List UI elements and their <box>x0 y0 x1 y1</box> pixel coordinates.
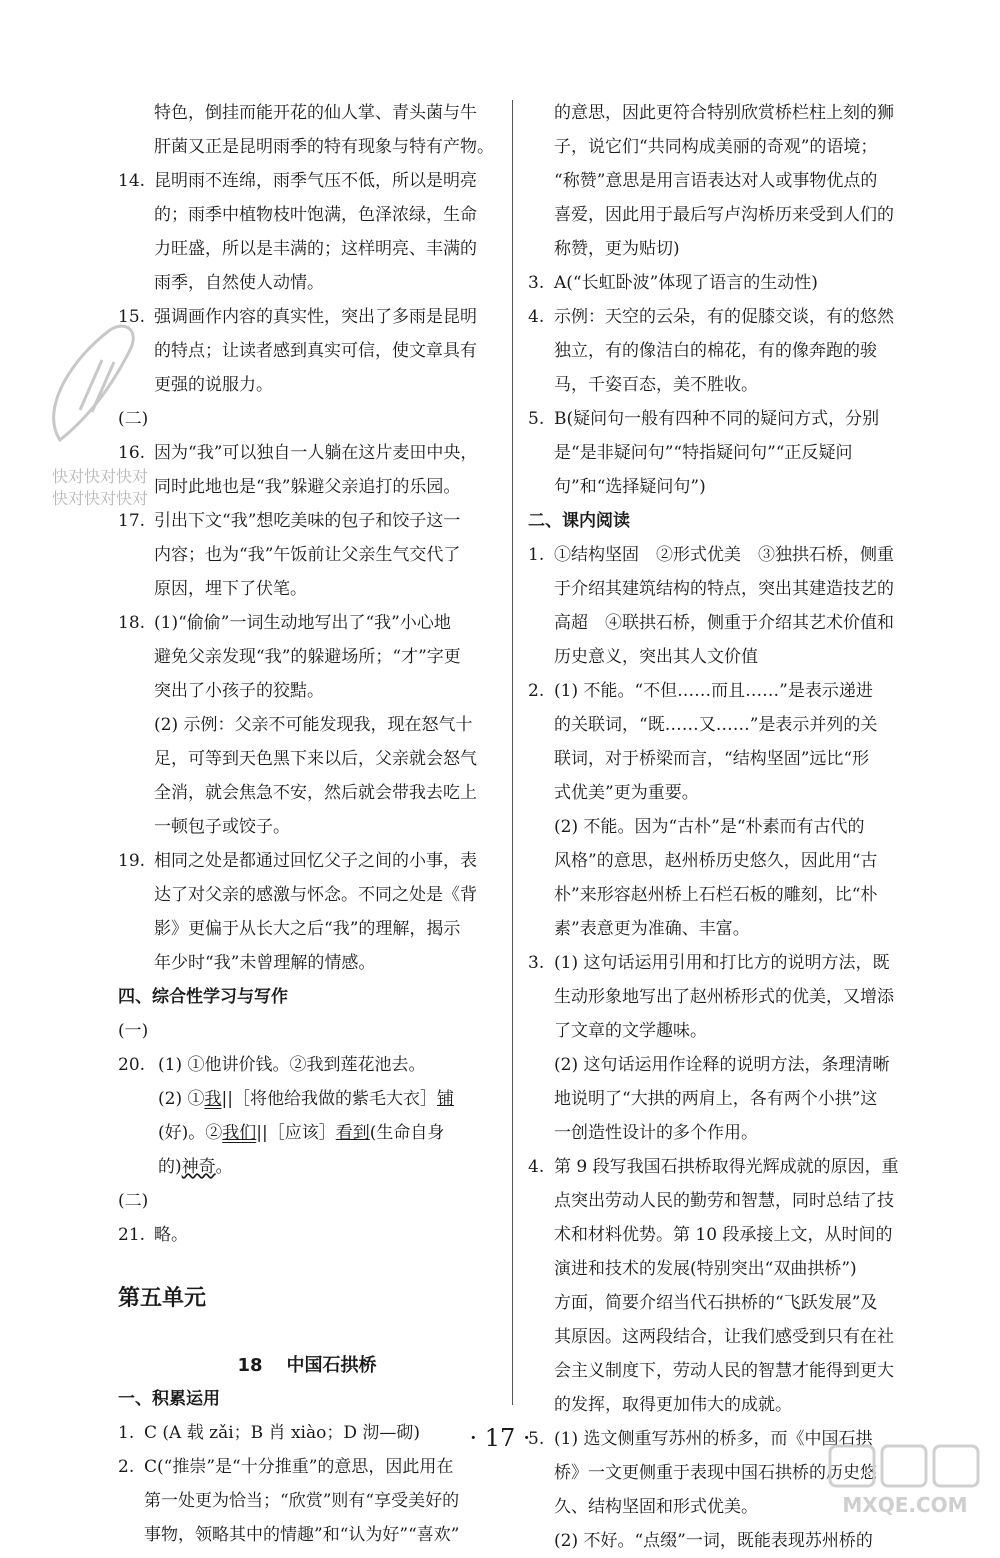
item-number: 18. <box>118 613 146 633</box>
answer-item-16: 16. 因为“我”可以独自一人躺在这片麦田中央， 同时此地也是“我”躲避父亲追打的乐园。 <box>118 436 496 504</box>
answer-item-21: 21. 略。 <box>118 1218 496 1252</box>
item-number: 16. <box>118 443 146 463</box>
reading-item-3: 3. (1) 这句话运用引用和打比方的说明方法，既 生动形象地写出了赵州桥形式的优美，又增添 了文章的文学趣味。 <box>528 946 908 1048</box>
item-number: 5. <box>528 1429 545 1449</box>
svg-text:MXQE.COM: MXQE.COM <box>842 1493 968 1517</box>
reading-item-2-part-2: (2) 不能。因为“古朴”是“朴素而有古代的 风格”的意思，赵州桥历史悠久，因此用“古 朴”来形容赵州桥上石栏石板的雕刻，比“朴 素”表意更为准确、丰富。 <box>554 817 878 939</box>
watermark-text: 快对快对快对 快对快对快对 <box>52 467 149 508</box>
answer-item-15: 15. 强调画作内容的真实性，突出了多雨是昆明 的特点；让读者感到真实可信，使文章具有 更强的说服力。 <box>118 300 496 402</box>
sentence-analysis-1: (2) ①我||［将他给我做的紫毛大衣］铺 <box>158 1089 454 1109</box>
item-number: 3. <box>528 273 545 293</box>
item-number: 4. <box>528 1157 545 1177</box>
answer-item-3: 3. A(“长虹卧波”体现了语言的生动性) <box>528 266 908 300</box>
reading-item-4: 4. 第 9 段写我国石拱桥取得光辉成就的原因，重 点突出劳动人民的勤劳和智慧，同时总结了技 术和材料优势。第 10 段承接上文，从时间的 演进和技术的发展(特别突出“双曲拱桥”) 方面，简要介绍当代石拱桥的“飞跃发展”及 其原因。这两段结合，让我们感受到只有在社 会主义制度下，劳动人民的智慧才能得到更大 的发挥，取得更加伟大的成就。 <box>528 1150 908 1422</box>
answer-item-1: 1. C (A 载 zǎi；B 肖 xiào；D 沏—砌) <box>118 1416 496 1450</box>
item-2-continued: 的意思，因此更符合特别欣赏桥栏柱上刻的狮 子，说它们“共同构成美丽的奇观”的语境； “称赞”意思是用言语表达对人或事物优点的 喜爱，因此用于最后写卢沟桥历来受到人们的 称赞，更为贴切) <box>554 103 894 259</box>
reading-item-2: 2. (1) 不能。“不但……而且……”是表示递进 的关联词，“既……又……”是表示并列的关 联词，对于桥梁而言，“结构坚固”远比“形 式优美”更为重要。 <box>528 674 908 810</box>
section-heading: 一、积累运用 <box>118 1389 220 1409</box>
answer-item-19: 19. 相同之处是都通过回忆父子之间的小事，表 达了对父亲的感激与怀念。不同之处是《背 影》更偏于从长大之后“我”的理解，揭示 年少时“我”未曾理解的情感。 <box>118 844 496 980</box>
item-number: 2. <box>118 1457 135 1477</box>
item-number: 14. <box>118 171 146 191</box>
item-number: 21. <box>118 1225 146 1245</box>
answer-item-18: 18. (1)“偷偷”一词生动地写出了“我”小心地 避免父亲发现“我”的躲避场所；“才”字更 突出了小孩子的狡黠。 <box>118 606 496 708</box>
item-13-continued: 特色，倒挂而能开花的仙人掌、青头菌与牛 肝菌又正是昆明雨季的特有现象与特有产物。 <box>154 103 494 157</box>
answer-item-20: 20. (1) ①他讲价钱。②我到莲花池去。 (2) ①我||［将他给我做的紫毛大衣］铺 (好)。②我们||［应该］看到(生命自身 的)神奇。 <box>118 1048 496 1184</box>
answer-item-4: 4. 示例：天空的云朵，有的促膝交谈，有的悠然 独立，有的像洁白的棉花，有的像奔跑的骏 马，千姿百态，美不胜收。 <box>528 300 908 402</box>
answer-item-17: 17. 引出下文“我”想吃美味的包子和饺子这一 内容；也为“我”午饭前让父亲生气交代了 原因，埋下了伏笔。 <box>118 504 496 606</box>
subsection-label: (二) <box>118 1191 149 1211</box>
item-number: 15. <box>118 307 146 327</box>
section-heading: 四、综合性学习与写作 <box>118 987 288 1007</box>
item-number: 5. <box>528 409 545 429</box>
answer-item-18-part-2: (2) 示例：父亲不可能发现我，现在怒气十 足，可等到天色黑下来以后，父亲就会怒气 全消，就会焦急不安，然后就会带我去吃上 一顿包子或饺子。 <box>154 715 477 837</box>
unit-title: 第五单元 <box>118 1286 207 1311</box>
subsection-label: (二) <box>118 409 149 429</box>
page-number: · 17 · <box>469 1424 531 1452</box>
lesson-title: 18 中国石拱桥 <box>237 1355 377 1376</box>
section-heading: 二、课内阅读 <box>528 511 630 531</box>
item-number: 2. <box>528 681 545 701</box>
reading-item-5: 5. (1) 选文侧重写苏州的桥多，而《中国石拱 桥》一文更侧重于表现中国石拱桥的历史悠 久、结构坚固和形式优美。 <box>528 1422 908 1524</box>
right-column <box>528 96 908 1558</box>
sentence-analysis-3: 的)神奇。 <box>158 1157 233 1177</box>
item-number: 20. <box>118 1055 146 1075</box>
watermark-site-logo-icon <box>820 1440 990 1520</box>
answer-item-2: 2. C(“推崇”是“十分推重”的意思，因此用在 第一处更为恰当；“欣赏”则有“享受美好的 事物，领略其中的情趣”和“认为好”“喜欢” <box>118 1450 496 1552</box>
column-divider <box>512 100 513 1405</box>
reading-item-5-part-2: (2) 不好。“点缀”一词，既能表现苏州桥的 <box>554 1531 873 1551</box>
left-column <box>118 96 496 1552</box>
item-number: 1. <box>118 1423 135 1443</box>
item-number: 19. <box>118 851 146 871</box>
item-number: 1. <box>528 545 545 565</box>
sentence-analysis-2: (好)。②我们||［应该］看到(生命自身 <box>158 1123 445 1143</box>
answer-item-5: 5. B(疑问句一般有四种不同的疑问方式，分别 是“是非疑问句”“特指疑问句”“正反疑问 句”和“选择疑问句”) <box>528 402 908 504</box>
subsection-label: (一) <box>118 1021 149 1041</box>
item-number: 17. <box>118 511 146 531</box>
answer-item-14: 14. 昆明雨不连绵，雨季气压不低，所以是明亮 的；雨季中植物枝叶饱满，色泽浓绿，生命 力旺盛，所以是丰满的；这样明亮、丰满的 雨季，自然使人动情。 <box>118 164 496 300</box>
item-number: 3. <box>528 953 545 973</box>
reading-item-3-part-2: (2) 这句话运用作诠释的说明方法，条理清晰 地说明了“大拱的两肩上，各有两个小拱”这 一创造性设计的多个作用。 <box>554 1055 890 1143</box>
reading-item-1: 1. ①结构坚固 ②形式优美 ③独拱石桥，侧重 于介绍其建筑结构的特点，突出其建造技艺的 高超 ④联拱石桥，侧重于介绍其艺术价值和 历史意义，突出其人文价值 <box>528 538 908 674</box>
item-number: 4. <box>528 307 545 327</box>
